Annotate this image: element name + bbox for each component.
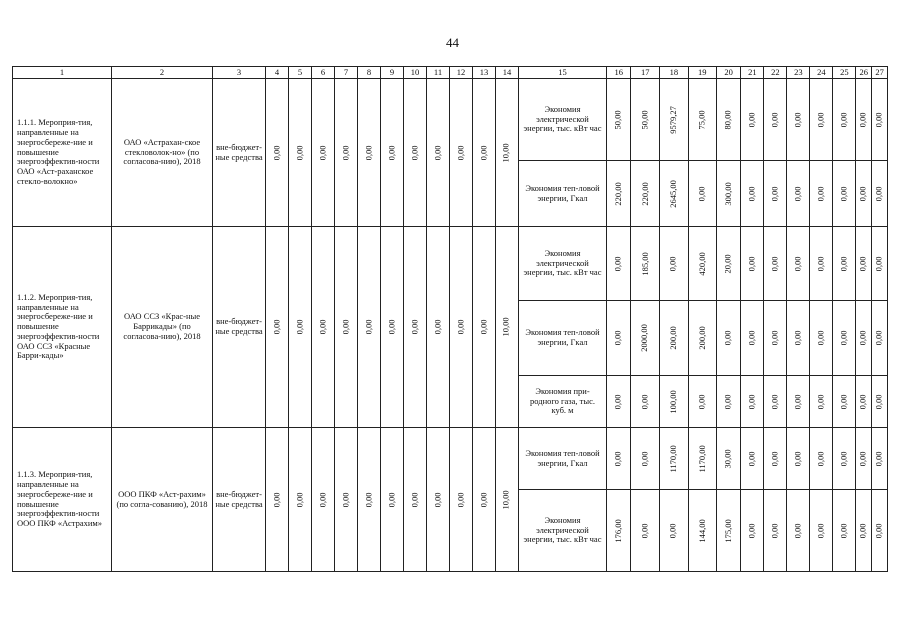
cell-value: 0,00 [873,256,884,271]
indicator-value [787,227,810,301]
funding-value [289,227,312,428]
cell-value: 1170,00 [696,444,707,473]
cell-value: 0,00 [769,256,780,271]
funding-value [427,79,450,227]
cell-value: 1170,00 [667,444,678,473]
cell-value: 0,00 [769,330,780,346]
cell-value: 9579,27 [667,105,678,134]
cell-value: 0,00 [612,451,623,466]
cell-value: 0,00 [746,256,757,271]
indicator-value [607,376,631,428]
data-table [12,66,888,572]
column-number: 19 [688,67,716,79]
indicator-value [833,161,856,227]
cell-value: 0,00 [838,256,849,271]
column-number: 13 [473,67,496,79]
cell-value: 220,00 [612,181,623,206]
cell-value: 0,00 [815,112,826,127]
table-row [13,227,888,301]
funding-value [358,227,381,428]
cell-value: 0,00 [792,112,803,127]
indicator-value [688,490,716,572]
indicator-value [716,79,740,161]
funding-value [496,428,519,572]
indicator-name: Экономия теп-ловой энергии, Гкал [519,428,607,490]
cell-value: 0,00 [815,186,826,201]
table-row [13,428,888,490]
cell-value: 0,00 [792,186,803,201]
column-number: 14 [496,67,519,79]
indicator-value [810,428,833,490]
funding-value [473,79,496,227]
indicator-value [764,490,787,572]
funding-value [358,79,381,227]
cell-value: 0,00 [340,319,351,335]
cell-value: 0,00 [271,492,282,507]
indicator-value [856,227,872,301]
cell-value: 220,00 [639,181,650,206]
column-number: 8 [358,67,381,79]
cell-value: 0,00 [857,523,868,538]
indicator-value [688,227,716,301]
indicator-value [764,376,787,428]
indicator-value [688,301,716,376]
funding-value [335,79,358,227]
indicator-value [833,79,856,161]
funding-value [381,79,404,227]
indicator-value [607,428,631,490]
indicator-value [764,428,787,490]
indicator-value [856,161,872,227]
column-number: 10 [404,67,427,79]
indicator-value [688,161,716,227]
column-number: 9 [381,67,404,79]
indicator-value [631,428,660,490]
cell-value: 200,00 [667,326,678,350]
indicator-value [833,428,856,490]
indicator-value [741,227,764,301]
cell-value: 0,00 [873,186,884,201]
cell-value: 0,00 [857,451,868,466]
cell-value: 0,00 [478,319,489,335]
cell-value: 0,00 [639,523,650,538]
cell-value: 0,00 [873,523,884,538]
funding-value [266,227,289,428]
cell-value: 0,00 [409,145,420,160]
indicator-value [716,428,740,490]
cell-value: 0,00 [363,145,374,160]
responsible-organization: ОАО ССЗ «Крас-ные Баррикады» (по согласова-нию), 2018 [112,227,213,428]
cell-value: 0,00 [639,394,650,409]
cell-value: 2000,00 [639,324,650,352]
indicator-value [660,161,689,227]
cell-value: 300,00 [722,181,733,206]
cell-value: 0,00 [455,145,466,160]
cell-value: 0,00 [722,330,733,346]
column-number: 24 [810,67,833,79]
indicator-value [833,227,856,301]
indicator-value [872,79,888,161]
responsible-organization: ООО ПКФ «Аст-рахим» (по согла-сованию), 2018 [112,428,213,572]
indicator-name: Экономия теп-ловой энергии, Гкал [519,301,607,376]
cell-value: 0,00 [769,451,780,466]
indicator-value [872,428,888,490]
cell-value: 0,00 [386,492,397,507]
cell-value: 100,00 [667,389,678,414]
cell-value: 0,00 [746,186,757,201]
column-number: 21 [741,67,764,79]
column-number: 22 [764,67,787,79]
indicator-value [856,428,872,490]
indicator-value [607,227,631,301]
funding-value [312,227,335,428]
cell-value: 0,00 [746,523,757,538]
cell-value: 0,00 [478,145,489,160]
page-number: 44 [446,35,459,50]
measure-description: 1.1.1. Мероприя-тия, направленные на энергосбереже-ние и повышение энергоэффектив-ности ОАО «Аст-раханское стекло-волокно» [13,79,112,227]
indicator-value [660,490,689,572]
cell-value: 0,00 [857,256,868,271]
column-number: 1 [13,67,112,79]
indicator-name: Экономия при-родного газа, тыс. куб. м [519,376,607,428]
cell-value: 0,00 [271,319,282,335]
indicator-value [810,376,833,428]
indicator-value [810,79,833,161]
funding-value [450,428,473,572]
cell-value: 2645,00 [667,179,678,208]
funding-value [289,79,312,227]
measure-description: 1.1.2. Мероприя-тия, направленные на энергосбереже-ние и повышение энергоэффектив-ности ОАО ССЗ «Красные Барри-кады» [13,227,112,428]
cell-value: 0,00 [792,330,803,346]
cell-value: 0,00 [639,451,650,466]
cell-value: 0,00 [857,394,868,409]
column-number: 23 [787,67,810,79]
indicator-value [631,376,660,428]
indicator-value [631,79,660,161]
column-number: 7 [335,67,358,79]
indicator-value [631,161,660,227]
indicator-value [607,490,631,572]
column-number: 6 [312,67,335,79]
cell-value: 0,00 [409,492,420,507]
indicator-value [688,428,716,490]
cell-value: 0,00 [363,492,374,507]
column-number: 26 [856,67,872,79]
cell-value: 0,00 [746,330,757,346]
indicator-value [716,376,740,428]
cell-value: 0,00 [432,145,443,160]
cell-value: 0,00 [722,394,733,409]
indicator-value [741,301,764,376]
indicator-value [716,301,740,376]
cell-value: 80,00 [722,109,733,130]
cell-value: 0,00 [294,492,305,507]
cell-value: 0,00 [294,319,305,335]
cell-value: 0,00 [857,330,868,346]
cell-value: 0,00 [612,256,623,271]
indicator-value [741,79,764,161]
cell-value: 0,00 [815,330,826,346]
cell-value: 0,00 [873,451,884,466]
indicator-value [787,79,810,161]
cell-value: 0,00 [857,186,868,201]
indicator-value [764,79,787,161]
cell-value: 176,00 [612,518,623,543]
table-row [13,79,888,161]
cell-value: 0,00 [769,394,780,409]
indicator-value [872,227,888,301]
cell-value: 0,00 [838,451,849,466]
indicator-value [787,376,810,428]
indicator-value [607,161,631,227]
indicator-value [741,376,764,428]
funding-value [404,79,427,227]
indicator-value [856,301,872,376]
funding-value [266,428,289,572]
cell-value: 75,00 [696,109,707,130]
cell-value: 0,00 [340,492,351,507]
cell-value: 0,00 [317,319,328,335]
funding-value [381,428,404,572]
cell-value: 0,00 [769,523,780,538]
indicator-value [688,376,716,428]
cell-value: 0,00 [873,394,884,409]
indicator-name: Экономия электрической энергии, тыс. кВт час [519,490,607,572]
indicator-value [631,490,660,572]
cell-value: 0,00 [455,492,466,507]
indicator-value [631,227,660,301]
funding-value [496,79,519,227]
cell-value: 0,00 [409,319,420,335]
indicator-value [660,428,689,490]
cell-value: 10,00 [501,142,512,163]
cell-value: 0,00 [746,112,757,127]
cell-value: 0,00 [838,523,849,538]
indicator-value [716,161,740,227]
cell-value: 0,00 [696,186,707,201]
funding-value [450,79,473,227]
cell-value: 0,00 [746,394,757,409]
funding-value [266,79,289,227]
cell-value: 20,00 [722,253,733,274]
cell-value: 0,00 [612,330,623,346]
cell-value: 0,00 [432,319,443,335]
column-number: 15 [519,67,607,79]
cell-value: 0,00 [838,112,849,127]
cell-value: 10,00 [501,317,512,337]
cell-value: 0,00 [857,112,868,127]
cell-value: 0,00 [838,186,849,201]
cell-value: 0,00 [363,319,374,335]
indicator-value [660,301,689,376]
cell-value: 0,00 [696,394,707,409]
indicator-value [660,79,689,161]
indicator-value [607,79,631,161]
indicator-value [810,301,833,376]
indicator-value [631,301,660,376]
indicator-value [787,161,810,227]
indicator-value [764,227,787,301]
cell-value: 0,00 [838,394,849,409]
cell-value: 30,00 [722,448,733,469]
cell-value: 0,00 [478,492,489,507]
indicator-value [764,161,787,227]
cell-value: 144,00 [696,518,707,543]
funding-value [312,79,335,227]
column-number: 5 [289,67,312,79]
indicator-value [787,301,810,376]
funding-value [381,227,404,428]
cell-value: 0,00 [792,256,803,271]
column-number: 17 [631,67,660,79]
indicator-value [741,428,764,490]
funding-value [312,428,335,572]
cell-value: 0,00 [432,492,443,507]
funding-value [335,428,358,572]
cell-value: 50,00 [639,109,650,130]
cell-value: 0,00 [792,394,803,409]
funding-value [450,227,473,428]
indicator-value [872,161,888,227]
indicator-value [787,490,810,572]
responsible-organization: ОАО «Астрахан-ское стекловолок-но» (по согласова-нию), 2018 [112,79,213,227]
indicator-value [741,490,764,572]
column-number-row [13,67,888,79]
column-number: 18 [660,67,689,79]
funding-source: вне-бюджет-ные средства [213,428,266,572]
cell-value: 0,00 [294,145,305,160]
cell-value: 0,00 [386,319,397,335]
indicator-value [856,79,872,161]
cell-value: 0,00 [769,186,780,201]
indicator-value [688,79,716,161]
indicator-value [833,301,856,376]
funding-source: вне-бюджет-ные средства [213,79,266,227]
cell-value: 0,00 [815,394,826,409]
funding-value [404,428,427,572]
funding-value [335,227,358,428]
cell-value: 420,00 [696,251,707,276]
indicator-value [716,227,740,301]
column-number: 11 [427,67,450,79]
funding-value [427,428,450,572]
indicator-value [810,227,833,301]
column-number: 16 [607,67,631,79]
indicator-value [833,490,856,572]
cell-value: 0,00 [792,451,803,466]
cell-value: 50,00 [612,109,623,130]
cell-value: 0,00 [455,319,466,335]
cell-value: 200,00 [696,326,707,350]
column-number: 20 [716,67,740,79]
indicator-value [810,490,833,572]
indicator-value [787,428,810,490]
indicator-value [660,376,689,428]
indicator-value [660,227,689,301]
indicator-value [856,376,872,428]
cell-value: 0,00 [271,145,282,160]
cell-value: 0,00 [340,145,351,160]
column-number: 3 [213,67,266,79]
measure-description: 1.1.3. Мероприя-тия, направленные на энергосбереже-ние и повышение энергоэффектив-ности ООО ПКФ «Астрахим» [13,428,112,572]
indicator-name: Экономия теп-ловой энергии, Гкал [519,161,607,227]
indicator-value [872,376,888,428]
column-number: 27 [872,67,888,79]
indicator-value [810,161,833,227]
cell-value: 0,00 [769,112,780,127]
cell-value: 0,00 [792,523,803,538]
cell-value: 0,00 [815,256,826,271]
indicator-value [872,490,888,572]
indicator-value [872,301,888,376]
indicator-name: Экономия электрической энергии, тыс. кВт час [519,227,607,301]
cell-value: 0,00 [815,523,826,538]
funding-value [473,428,496,572]
cell-value: 0,00 [873,330,884,346]
cell-value: 0,00 [317,492,328,507]
cell-value: 185,00 [639,251,650,276]
cell-value: 0,00 [838,330,849,346]
funding-source: вне-бюджет-ные средства [213,227,266,428]
cell-value: 10,00 [501,489,512,510]
funding-value [404,227,427,428]
cell-value: 0,00 [667,256,678,271]
indicator-value [856,490,872,572]
indicator-value [833,376,856,428]
indicator-value [607,301,631,376]
column-number: 25 [833,67,856,79]
indicator-name: Экономия электрической энергии, тыс. кВт час [519,79,607,161]
cell-value: 0,00 [873,112,884,127]
indicator-value [764,301,787,376]
cell-value: 175,00 [722,518,733,543]
funding-value [427,227,450,428]
cell-value: 0,00 [612,394,623,409]
funding-value [496,227,519,428]
funding-value [358,428,381,572]
column-number: 4 [266,67,289,79]
cell-value: 0,00 [667,523,678,538]
cell-value: 0,00 [815,451,826,466]
indicator-value [716,490,740,572]
column-number: 12 [450,67,473,79]
column-number: 2 [112,67,213,79]
indicator-value [741,161,764,227]
cell-value: 0,00 [746,451,757,466]
cell-value: 0,00 [386,145,397,160]
funding-value [289,428,312,572]
funding-value [473,227,496,428]
cell-value: 0,00 [317,145,328,160]
